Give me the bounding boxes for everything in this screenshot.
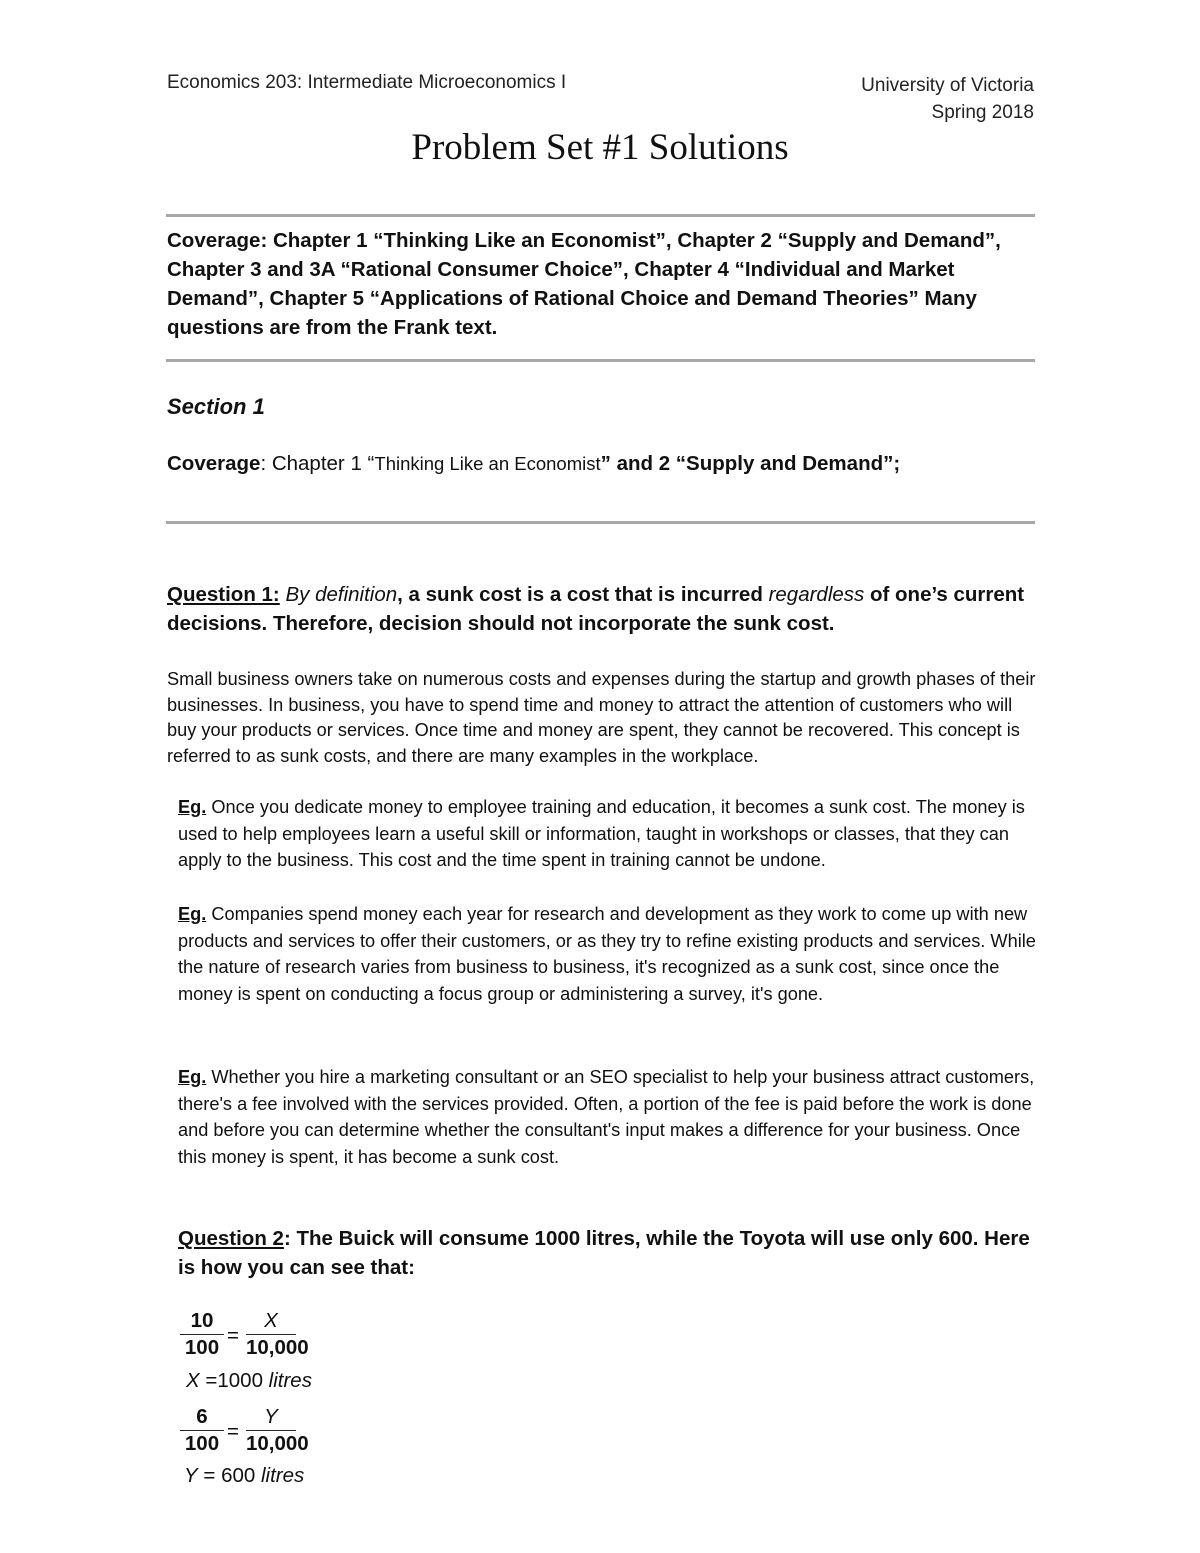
example-text: Once you dedicate money to employee training and education, it becomes a sunk cost. The money is used to help employees learn a useful skill or information, taught in workshops or classes, that they can apply to the business. This cost and the time spent in training cannot be undone.	[178, 797, 1025, 871]
section-coverage-text-a: : Chapter 1 “	[260, 452, 375, 475]
section-coverage-text-c: ” and 2 “Supply and Demand”;	[600, 452, 901, 475]
question-2	[178, 1224, 1038, 1282]
eq1-result-var: X	[186, 1369, 200, 1392]
divider	[166, 359, 1035, 362]
eq2-right-numerator: Y	[264, 1405, 278, 1428]
question-1-by-definition: By definition	[285, 583, 398, 606]
eq2-result	[184, 1464, 304, 1488]
question-1-text-b: of one’s current decisions. Therefore, decision should not incorporate the sunk cost.	[167, 583, 1025, 635]
eq1-right-fraction	[246, 1309, 309, 1360]
question-1-regardless: regardless	[768, 583, 865, 606]
section-coverage-label: Coverage	[167, 452, 261, 475]
eq2-result-var: Y	[184, 1464, 198, 1487]
question-2-label: Question 2	[178, 1227, 284, 1250]
divider	[166, 214, 1035, 217]
eq2-left-numerator: 6	[196, 1405, 208, 1428]
fraction-bar	[246, 1430, 296, 1431]
example-text: Whether you hire a marketing consultant or an SEO specialist to help your business attract customers, there's a fee involved with the services provided. Often, a portion of the fee is paid before the work is done and before you can determine whether the consultant's input makes a difference for your business. Once this money is spent, it has become a sunk cost.	[178, 1067, 1035, 1167]
eq1-right-denominator: 10,000	[246, 1336, 309, 1359]
question-1-text-a: , a sunk cost is a cost that is incurred	[397, 583, 769, 606]
university-term	[861, 72, 1034, 126]
question-1-label: Question 1:	[167, 583, 280, 606]
question-2-text: : The Buick will consume 1000 litres, while the Toyota will use only 600. Here is how you can see that:	[178, 1227, 1030, 1279]
example-tag: Eg.	[178, 1067, 207, 1087]
eq1-result	[186, 1369, 312, 1393]
eq1-result-unit: litres	[262, 1369, 312, 1392]
eq1-result-eq: =	[199, 1369, 218, 1392]
example-tag: Eg.	[178, 904, 207, 924]
eq2-right-denominator: 10,000	[246, 1432, 309, 1455]
coverage-text: : Chapter 1 “Thinking Like an Economist”, Chapter 2 “Supply and Demand”, Chapter 3 and 3A “Rational Consumer Choice”, Chapter 4 “Individual and Market Demand”, Chapter 5 “Applications of Rational Choice and Demand Theories” Many questions are from the Frank text.	[167, 229, 1001, 339]
eq1-left-denominator: 100	[184, 1336, 220, 1359]
eq1-left-fraction	[180, 1309, 224, 1360]
eq2-right-fraction	[246, 1405, 309, 1456]
eq2-equals: =	[227, 1420, 239, 1443]
section-coverage-text-b: Thinking Like an Economist	[374, 453, 601, 474]
eq2-result-value: 600	[221, 1464, 256, 1487]
page-title: Problem Set #1 Solutions	[411, 127, 789, 168]
example-text: Companies spend money each year for research and development as they work to come up with new products and services to offer their customers, or as they try to refine existing products and services. While the nature of research varies from business to business, it's recognized as a sunk cost, since once the money is spent on conducting a focus group or administering a survey, it's gone.	[178, 904, 1036, 1004]
example-3	[178, 1064, 1038, 1170]
section-coverage	[167, 452, 900, 476]
eq2-result-unit: litres	[255, 1464, 305, 1487]
divider	[166, 521, 1035, 524]
example-tag: Eg.	[178, 797, 207, 817]
fraction-bar	[180, 1334, 224, 1335]
eq1-result-value: 1000	[217, 1369, 263, 1392]
eq2-result-eq: =	[197, 1464, 222, 1487]
coverage-block	[167, 226, 1035, 342]
section-heading: Section 1	[167, 394, 265, 419]
example-1	[178, 794, 1038, 874]
eq1-equals: =	[227, 1324, 239, 1347]
fraction-bar	[180, 1430, 224, 1431]
eq2-left-denominator: 100	[184, 1432, 220, 1455]
eq1-left-numerator: 10	[190, 1309, 214, 1332]
example-2	[178, 901, 1038, 1007]
fraction-bar	[246, 1334, 296, 1335]
eq1-right-numerator: X	[264, 1309, 278, 1332]
course-name: Economics 203: Intermediate Microeconomics I	[167, 72, 567, 93]
question-1-intro: Small business owners take on numerous costs and expenses during the startup and growth phases of their businesses. In business, you have to spend time and money to attract the attention of customers who will buy your products or services. Once time and money are spent, they cannot be recovered. This concept is referred to as sunk costs, and there are many examples in the workplace.	[167, 669, 1036, 766]
question-1	[167, 580, 1037, 638]
coverage-label: Coverage	[167, 229, 261, 252]
term: Spring 2018	[931, 102, 1034, 123]
eq2-left-fraction	[180, 1405, 224, 1456]
university-name: University of Victoria	[861, 75, 1034, 96]
